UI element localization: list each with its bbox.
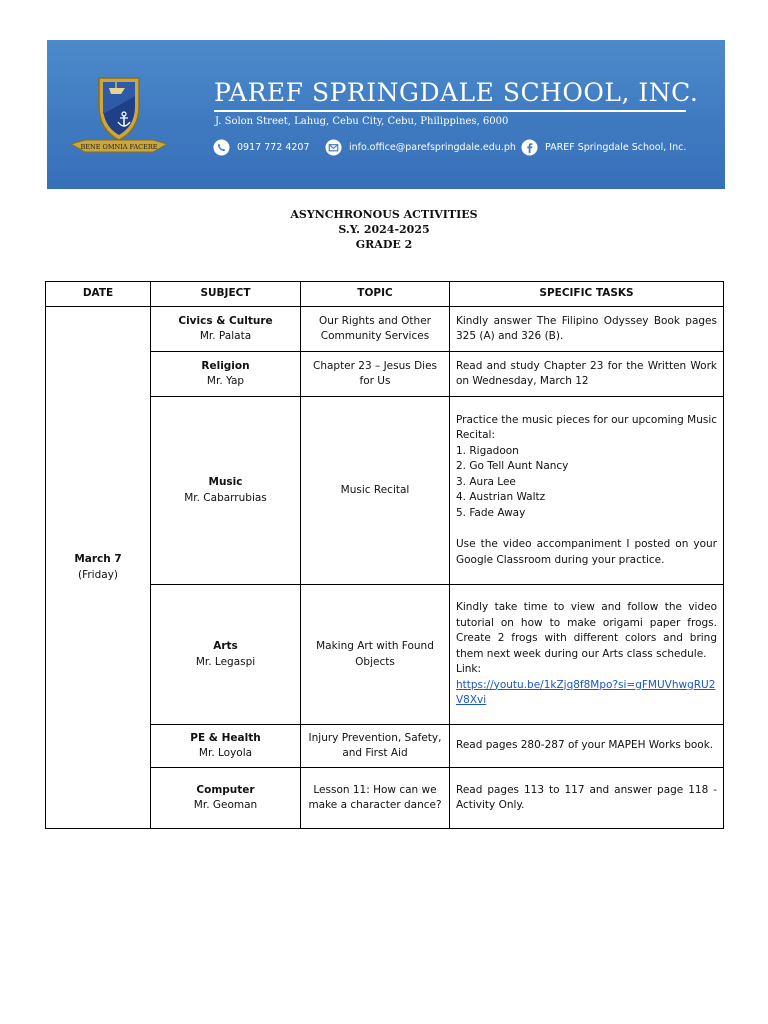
activities-table	[45, 281, 724, 829]
subject-name: Arts	[213, 640, 238, 652]
phone-icon	[213, 139, 230, 156]
motto-text: BENE OMNIA FACERE	[80, 143, 158, 151]
subject-name: PE & Health	[190, 731, 261, 744]
teacher-name: Mr. Loyola	[198, 747, 253, 759]
subject-name: Civics & Culture	[178, 314, 273, 327]
teacher-name: Mr. Yap	[206, 375, 245, 387]
task-text: Practice the music pieces for our upcoming Music Recital:	[456, 413, 718, 442]
school-year: S.Y. 2024-2025	[338, 223, 430, 236]
task-text: Read pages 280-287 of your MAPEH Works book.	[456, 739, 714, 752]
facebook-page: PAREF Springdale School, Inc.	[545, 141, 687, 153]
phone-number: 0917 772 4207	[237, 141, 310, 153]
subject-name: Computer	[196, 783, 255, 796]
task-list-item: 2. Go Tell Aunt Nancy	[456, 460, 569, 473]
email-address: info.office@parefspringdale.edu.ph	[349, 141, 516, 153]
facebook-icon	[521, 139, 538, 156]
task-text: Use the video accompaniment I posted on your Google Classroom during your practice.	[456, 538, 717, 566]
school-address: J. Solon Street, Lahug, Cebu City, Cebu, Philippines, 6000	[215, 116, 509, 127]
date-cell	[46, 307, 151, 829]
email-contact	[325, 138, 516, 156]
email-icon	[325, 139, 342, 156]
teacher-name: Mr. Geoman	[193, 799, 258, 811]
subject-name: Religion	[201, 359, 250, 372]
date-value: March 7	[74, 553, 122, 565]
topic-cell: Music Recital	[301, 397, 450, 585]
subject-cell	[151, 725, 301, 768]
day-value: (Friday)	[77, 568, 119, 581]
topic-cell: Our Rights and Other Community Services	[301, 307, 450, 352]
task-list-item: 3. Aura Lee	[456, 475, 516, 488]
subject-cell	[151, 397, 301, 585]
task-text: Kindly answer The Filipino Odyssey Book pages 325 (A) and 326 (B).	[456, 314, 717, 342]
topic-cell: Injury Prevention, Safety, and First Aid	[301, 725, 450, 768]
tasks-cell	[450, 307, 724, 352]
title-divider	[214, 110, 686, 112]
header-date: DATE	[46, 282, 151, 307]
table-row	[46, 307, 724, 352]
topic-cell: Lesson 11: How can we make a character dance?	[301, 768, 450, 829]
phone-contact	[213, 138, 310, 156]
subject-cell	[151, 585, 301, 725]
subject-cell	[151, 307, 301, 352]
task-spacer	[456, 521, 717, 537]
school-crest-icon	[69, 74, 169, 164]
tasks-cell	[450, 352, 724, 397]
topic-cell: Making Art with Found Objects	[301, 585, 450, 725]
task-text: Kindly take time to view and follow the video tutorial on how to make origami paper frogs. Create 2 frogs with different colors and bring them next week during our Arts class schedule.	[456, 601, 717, 660]
teacher-name: Mr. Legaspi	[195, 655, 256, 668]
header-specific-tasks: SPECIFIC TASKS	[450, 282, 724, 307]
task-text: Read pages 113 to 117 and answer page 118 - Activity Only.	[456, 783, 717, 811]
subject-cell	[151, 352, 301, 397]
tasks-cell	[450, 725, 724, 768]
tasks-cell	[450, 768, 724, 829]
letterhead-banner	[47, 40, 725, 189]
tasks-cell	[450, 397, 724, 585]
task-list-item: 5. Fade Away	[456, 506, 526, 519]
header-subject: SUBJECT	[151, 282, 301, 307]
document-title-block	[0, 207, 768, 252]
topic-cell: Chapter 23 – Jesus Dies for Us	[301, 352, 450, 397]
task-text: Read and study Chapter 23 for the Written Work on Wednesday, March 12	[456, 359, 717, 387]
header-topic: TOPIC	[301, 282, 450, 307]
school-name: PAREF SPRINGDALE SCHOOL, INC.	[214, 78, 699, 107]
grade-level: GRADE 2	[355, 238, 413, 251]
video-tutorial-link[interactable]: https://youtu.be/1kZjq8f8Mpo?si=gFMUVhwgRU2V8Xvi	[456, 678, 716, 707]
task-list-item: 1. Rigadoon	[456, 444, 519, 457]
tasks-cell	[450, 585, 724, 725]
teacher-name: Mr. Palata	[199, 330, 252, 342]
facebook-contact	[521, 138, 686, 156]
table-header-row	[46, 282, 724, 307]
link-label: Link:	[456, 663, 482, 676]
subject-name: Music	[208, 476, 243, 488]
task-list-item: 4. Austrian Waltz	[456, 491, 546, 504]
teacher-name: Mr. Cabarrubias	[184, 491, 267, 504]
subject-cell	[151, 768, 301, 829]
document-title: ASYNCHRONOUS ACTIVITIES	[290, 208, 478, 221]
